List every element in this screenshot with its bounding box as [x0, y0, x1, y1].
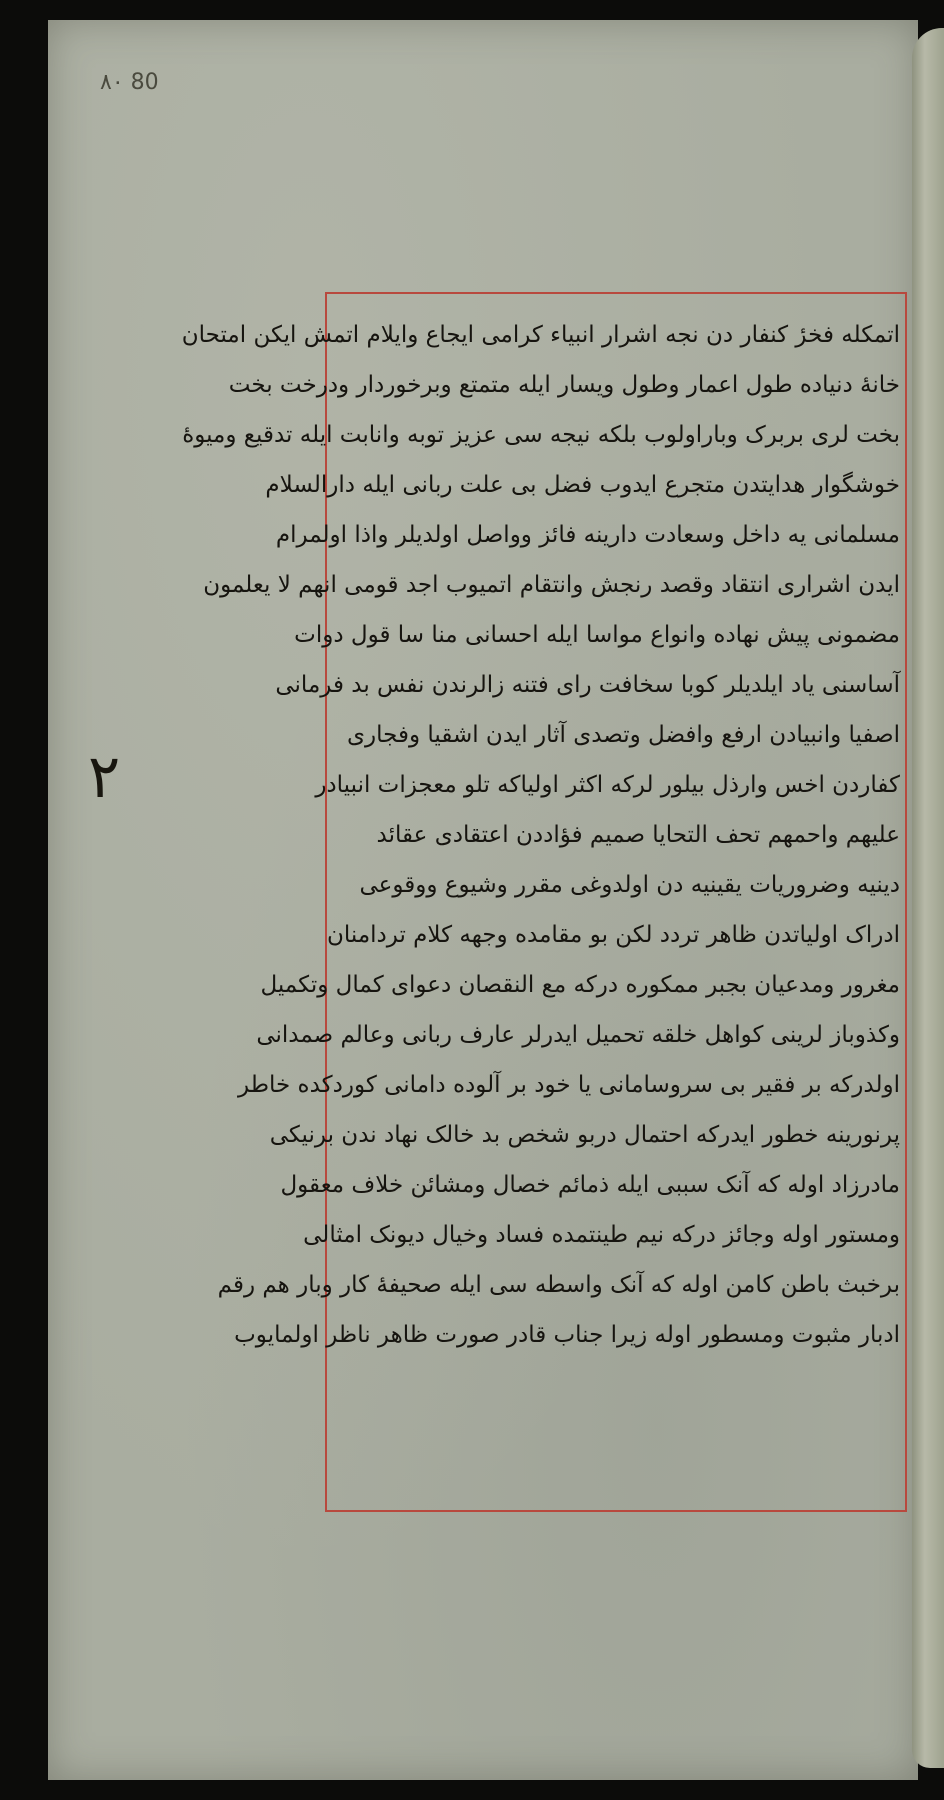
- text-line: اولدرکه بر فقیر بی سروسامانی یا خود بر آلوده دامانی کوردکده خاطر: [238, 1072, 900, 1098]
- text-line: اصفیا وانبیادن ارفع وافضل وتصدی آثار ایدن اشقیا وفجاری: [347, 722, 900, 748]
- text-line: پرنورینه خطور ایدرکه احتمال دربو شخص بد خالک نهاد ندن برنیکی: [269, 1122, 900, 1148]
- marginal-note: ٢: [88, 742, 121, 812]
- text-line: خوشگوار هدایتدن متجرع ایدوب فضل بی علت ربانی ایله دارالسلام: [265, 472, 900, 498]
- text-line: ادراک اولیاتدن ظاهر تردد لکن بو مقامده وجهه کلام تردامنان: [326, 922, 900, 948]
- text-line: وکذوباز لرینی کواهل خلقه تحمیل ایدرلر عارف ربانی وعالم صمدانی: [256, 1022, 900, 1048]
- text-line: مغرور ومدعیان بجبر ممکوره درکه مع النقصان دعوای کمال وتکمیل: [260, 972, 900, 998]
- text-line: خانهٔ دنیاده طول اعمار وطول ویسار ایله متمتع وبرخوردار ودرخت بخت: [228, 372, 900, 398]
- text-line: ایدن اشراری انتقاد وقصد رنجش وانتقام اتمیوب اجد قومی انهم لا یعلمون: [203, 572, 900, 598]
- text-line: ومستور اوله وجائز درکه نیم طینتمده فساد وخیال دیونک امثالی: [303, 1222, 900, 1248]
- text-line: برخبث باطن کامن اوله که آنک واسطه سی ایله صحیفهٔ کار وبار هم رقم: [217, 1272, 900, 1298]
- text-line: ادبار مثبوت ومسطور اوله زیرا جناب قادر صورت ظاهر ناظر اولمایوب: [234, 1322, 900, 1348]
- text-line: آساسنی یاد ایلدیلر کوبا سخافت رای فتنه زالرندن نفس بد فرمانی: [275, 672, 900, 698]
- adjacent-page-edge: [912, 28, 944, 1768]
- text-line: اتمکله فخرٔ کنفار دن نجه اشرار انبیاء کرامی ایجاع وایلام اتمش ایکن امتحان: [181, 322, 900, 348]
- text-line: کفاردن اخس وارذل بیلور لرکه اکثر اولیاکه تلو معجزات انبیادر: [315, 772, 900, 798]
- text-line: بخت لری بربرک وباراولوب بلکه نیجه سی عزیز توبه وانابت ایله تدقیع ومیوهٔ: [182, 422, 900, 448]
- text-line: علیهم واحمهم تحف التحایا صمیم فؤاددن اعتقادی عقائد: [376, 822, 900, 848]
- text-line: مادرزاد اوله که آنک سببی ایله ذمائم خصال ومشائن خلاف معقول: [280, 1172, 900, 1198]
- text-line: مسلمانی یه داخل وسعادت دارینه فائز وواصل اولدیلر واذا اولمرام: [275, 522, 900, 548]
- folio-number: ٨٠ 80: [100, 70, 159, 95]
- text-line: مضمونی پیش نهاده وانواع مواسا ایله احسانی منا سا قول دوات: [294, 622, 900, 648]
- manuscript-text-block: [181, 310, 900, 1360]
- text-line: دینیه وضروریات یقینیه دن اولدوغی مقرر وشیوع ووقوعی: [359, 872, 900, 898]
